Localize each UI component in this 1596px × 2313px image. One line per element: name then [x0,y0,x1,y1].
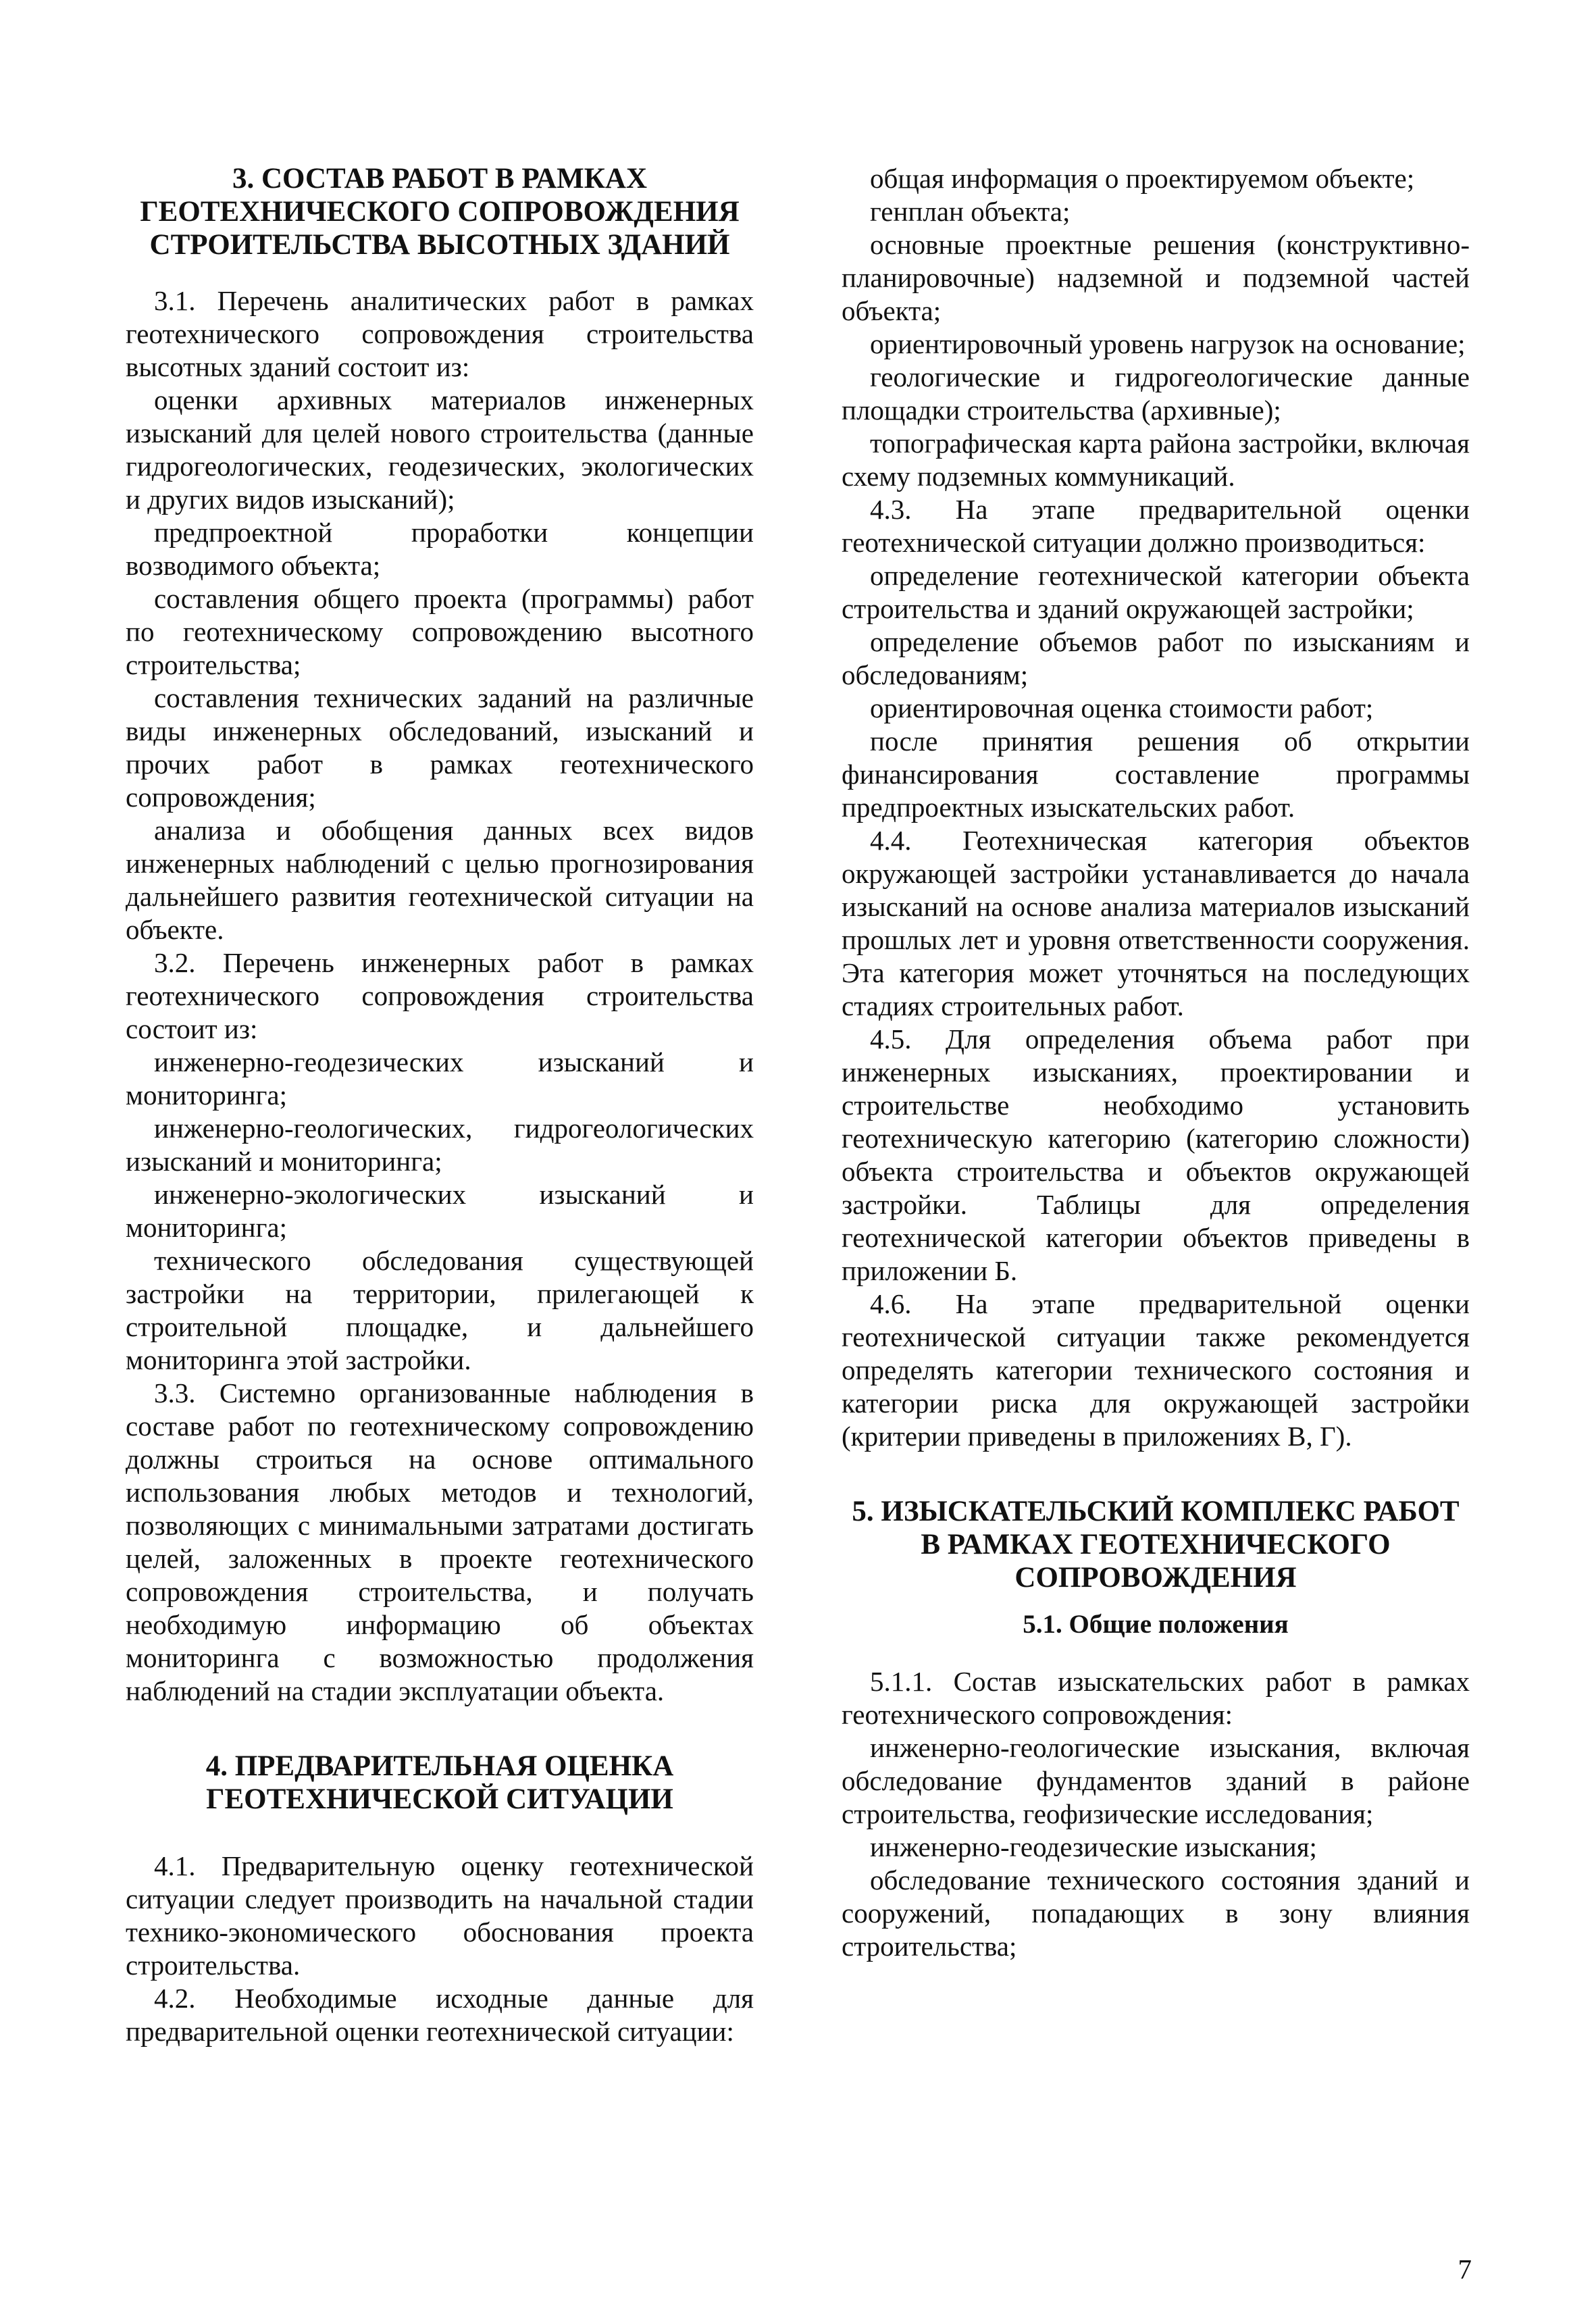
section-5-1-title: 5.1. Общие положения [1023,1610,1289,1639]
list-item: инженерно-экологических изысканий и мониторинга; [126,1179,754,1243]
list-item: ориентировочный уровень нагрузок на основание; [870,328,1466,359]
list-item: после принятия решения об открытии финансирования составление программы предпроектных изыскательских работ. [842,726,1470,823]
list-item: общая информация о проектируемом объекте; [870,163,1415,194]
list-item: инженерно-геологические изыскания, включая обследование фундаментов зданий в районе строительства, геофизические исследования; [842,1732,1470,1829]
left-column [126,162,754,2048]
list-item: инженерно-геодезические изыскания; [870,1831,1317,1862]
list-item: геологические и гидрогеологические данные площадки строительства (архивные); [842,361,1470,426]
paragraph-4-1: 4.1. Предварительную оценку геотехнической ситуации следует производить на начальной стадии технико-экономического обоснования проекта строительства. [126,1850,754,1981]
list-item: определение объемов работ по изысканиям и обследованиям; [842,626,1470,690]
paragraph-4-5: 4.5. Для определения объема работ при инженерных изысканиях, проектировании и строительстве необходимо установить геотехническую категорию (категорию сложности) объекта строительства и объектов окружающей застройки. Таблицы для определения геотехнической категории объектов приведены в приложении Б. [842,1023,1470,1286]
list-item: основные проектные решения (конструктивно-планировочные) надземной и подземной частей объекта; [842,229,1470,326]
list-item: генплан объекта; [870,196,1071,227]
list-item: определение геотехнической категории объекта строительства и зданий окружающей застройки; [842,560,1470,624]
list-item: составления общего проекта (программы) работ по геотехническому сопровождению высотного строительства; [126,583,754,680]
paragraph-4-2: 4.2. Необходимые исходные данные для предварительной оценки геотехнической ситуации: [126,1983,754,2047]
paragraph-5-1-1: 5.1.1. Состав изыскательских работ в рамках геотехнического сопровождения: [842,1666,1470,1730]
list-item: инженерно-геодезических изысканий и мониторинга; [126,1046,754,1111]
list-item: предпроектной проработки концепции возводимого объекта; [126,517,754,581]
paragraph-4-6: 4.6. На этапе предварительной оценки геотехнической ситуации также рекомендуется определять категории технического состояния и категории риска для окружающей застройки (критерии приведены в приложениях В, Г). [842,1288,1470,1452]
section-3-title: 3. СОСТАВ РАБОТ В РАМКАХ ГЕОТЕХНИЧЕСКОГО СОПРОВОЖДЕНИЯ СТРОИТЕЛЬСТВА ВЫСОТНЫХ ЗДАНИЙ [140,163,740,261]
paragraph-4-3: 4.3. На этапе предварительной оценки геотехнической ситуации должно производиться: [842,494,1470,558]
paragraph-4-4: 4.4. Геотехническая категория объектов окружающей застройки устанавливается до начала изысканий на основе анализа материалов изысканий прошлых лет и уровня ответственности сооружения. Эта категория может уточняться на последующих стадиях строительных работ. [842,825,1470,1021]
paragraph-3-3: 3.3. Системно организованные наблюдения в составе работ по геотехническому сопровождению должны строиться на основе оптимального использования любых методов и технологий, позволяющих с минимальными затратами достигать целей, заложенных в проекте геотехнического сопровождения строительства, и получать необходимую информацию об объектах мониторинга с возможностью продолжения наблюдений на стадии эксплуатации объекта. [126,1377,754,1706]
section-5-title: 5. ИЗЫСКАТЕЛЬСКИЙ КОМПЛЕКС РАБОТ В РАМКАХ ГЕОТЕХНИЧЕСКОГО СОПРОВОЖДЕНИЯ [852,1496,1460,1594]
list-item: оценки архивных материалов инженерных изысканий для целей нового строительства (данные гидрогеологических, геодезических, экологических и других видов изысканий); [126,384,754,515]
list-item: ориентировочная оценка стоимости работ; [870,692,1374,723]
list-item: составления технических заданий на различные виды инженерных обследований, изысканий и прочих работ в рамках геотехнического сопровождения; [126,682,754,813]
section-4-title: 4. ПРЕДВАРИТЕЛЬНАЯ ОЦЕНКА ГЕОТЕХНИЧЕСКОЙ СИТУАЦИИ [205,1750,674,1815]
right-column [842,162,1470,1963]
list-item: анализа и обобщения данных всех видов инженерных наблюдений с целью прогнозирования дальнейшего развития геотехнической ситуации на объекте. [126,815,754,945]
list-item: технического обследования существующей застройки на территории, прилегающей к строительной площадке, и дальнейшего мониторинга этой застройки. [126,1245,754,1375]
page-number: 7 [1458,2254,1472,2285]
paragraph-3-2: 3.2. Перечень инженерных работ в рамках геотехнического сопровождения строительства состоит из: [126,947,754,1044]
list-item: топографическая карта района застройки, включая схему подземных коммуникаций. [842,428,1470,492]
list-item: обследование технического состояния зданий и сооружений, попадающих в зону влияния строительства; [842,1864,1470,1962]
list-item: инженерно-геологических, гидрогеологических изысканий и мониторинга; [126,1113,754,1177]
paragraph-3-1: 3.1. Перечень аналитических работ в рамках геотехнического сопровождения строительства высотных зданий состоит из: [126,285,754,382]
